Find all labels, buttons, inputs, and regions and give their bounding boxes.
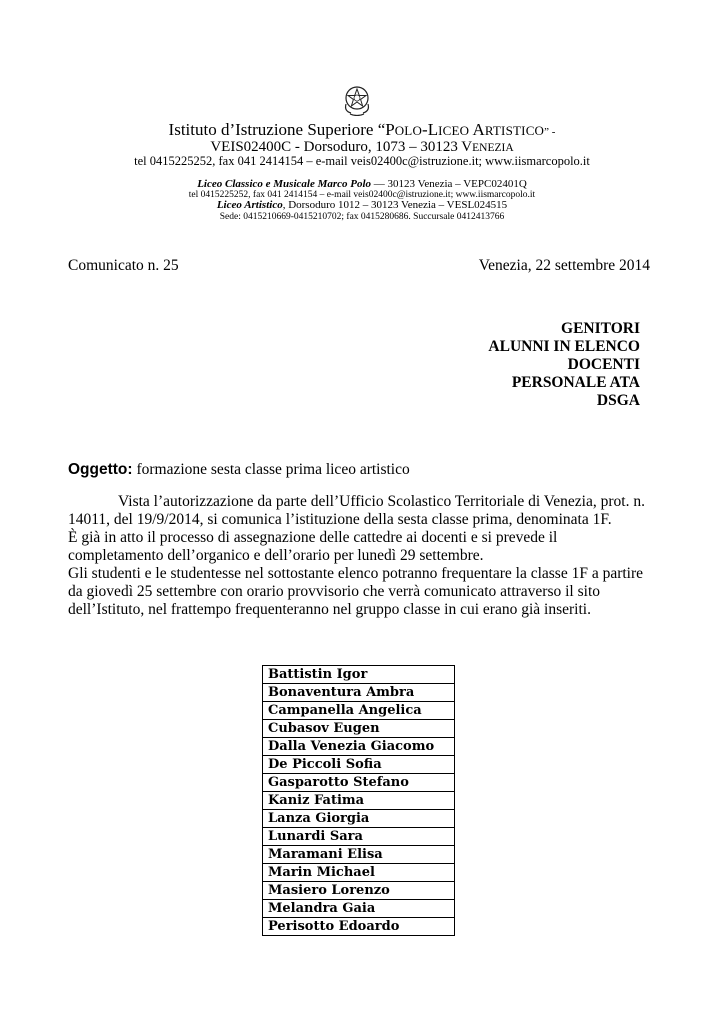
subject-label: Oggetto: bbox=[68, 461, 133, 478]
institute-contacts: tel 0415225252, fax 041 2414154 – e-mail veis02400c@istruzione.it; www.iismarcopolo.it bbox=[134, 154, 590, 168]
student-name: Kaniz Fatima bbox=[263, 792, 455, 810]
liceo-artistico-contacts: Sede: 0415210669-0415210702; fax 0415280686. Succursale 0412413766 bbox=[219, 212, 505, 222]
student-name: Cubasov Eugen bbox=[263, 720, 455, 738]
table-row bbox=[263, 900, 455, 918]
table-row bbox=[263, 882, 455, 900]
table-row bbox=[263, 918, 455, 936]
body-paragraph: Gli studenti e le studentesse nel sottostante elenco potranno frequentare la classe 1F a partire da giovedì 25 settembre con orario provvisorio che verrà comunicato attraverso il sito dell’Istituto, nel frattempo frequenteranno nel gruppo classe in cui erano già inseriti. bbox=[68, 565, 644, 618]
liceo-classico-line: Liceo Classico e Musicale Marco Polo — 30123 Venezia – VEPC02401Q bbox=[197, 178, 527, 190]
comunicato-number: Comunicato n. 25 bbox=[68, 257, 179, 274]
student-name: Maramani Elisa bbox=[263, 846, 455, 864]
table-row bbox=[263, 738, 455, 756]
subject-text: formazione sesta classe prima liceo artistico bbox=[132, 461, 410, 478]
document-date: Venezia, 22 settembre 2014 bbox=[478, 257, 650, 274]
recipient: GENITORI bbox=[561, 320, 640, 337]
student-name: Marin Michael bbox=[263, 864, 455, 882]
table-row bbox=[263, 828, 455, 846]
student-name: Dalla Venezia Giacomo bbox=[263, 738, 455, 756]
student-name: Melandra Gaia bbox=[263, 900, 455, 918]
student-name: Masiero Lorenzo bbox=[263, 882, 455, 900]
student-name: Perisotto Edoardo bbox=[263, 918, 455, 936]
table-row bbox=[263, 666, 455, 684]
table-row bbox=[263, 684, 455, 702]
liceo-classico-contacts: tel 0415225252, fax 041 2414154 – e-mail veis02400c@istruzione.it; www.iismarcopolo.it bbox=[188, 190, 536, 200]
student-name: Lunardi Sara bbox=[263, 828, 455, 846]
recipient: PERSONALE ATA bbox=[511, 374, 640, 391]
recipient: ALUNNI IN ELENCO bbox=[488, 338, 640, 355]
recipients-list bbox=[488, 320, 640, 410]
table-row bbox=[263, 810, 455, 828]
table-row bbox=[263, 720, 455, 738]
student-name: Campanella Angelica bbox=[263, 702, 455, 720]
student-name: Gasparotto Stefano bbox=[263, 774, 455, 792]
italian-republic-emblem-icon bbox=[342, 84, 372, 116]
table-row bbox=[263, 756, 455, 774]
table-row bbox=[263, 702, 455, 720]
institute-address: VEIS02400C - Dorsoduro, 1073 – 30123 VENEZIA bbox=[210, 139, 514, 155]
table-row bbox=[263, 792, 455, 810]
student-name: Battistin Igor bbox=[263, 666, 455, 684]
body-paragraph: È già in atto il processo di assegnazione delle cattedre ai docenti e si prevede il completamento dell’organico e dell’orario per lunedì 29 settembre. bbox=[68, 529, 558, 564]
body-paragraph: Vista l’autorizzazione da parte dell’Ufficio Scolastico Territoriale di Venezia, prot. n. 14011, del 19/9/2014, si comunica l’istituzione della sesta classe prima, denominata 1F. bbox=[68, 493, 645, 528]
table-row bbox=[263, 864, 455, 882]
subject-line bbox=[68, 461, 410, 479]
table-row bbox=[263, 774, 455, 792]
students-table bbox=[262, 665, 455, 936]
student-name: Lanza Giorgia bbox=[263, 810, 455, 828]
recipient: DOCENTI bbox=[567, 356, 640, 373]
recipient: DSGA bbox=[596, 392, 640, 409]
table-row bbox=[263, 846, 455, 864]
body-text bbox=[68, 493, 648, 619]
institute-title: Istituto d’Istruzione Superiore “POLO-LICEO ARTISTICO” - bbox=[168, 120, 556, 139]
student-name: De Piccoli Sofia bbox=[263, 756, 455, 774]
student-name: Bonaventura Ambra bbox=[263, 684, 455, 702]
liceo-artistico-line: Liceo Artistico, Dorsoduro 1012 – 30123 Venezia – VESL024515 bbox=[216, 199, 508, 211]
